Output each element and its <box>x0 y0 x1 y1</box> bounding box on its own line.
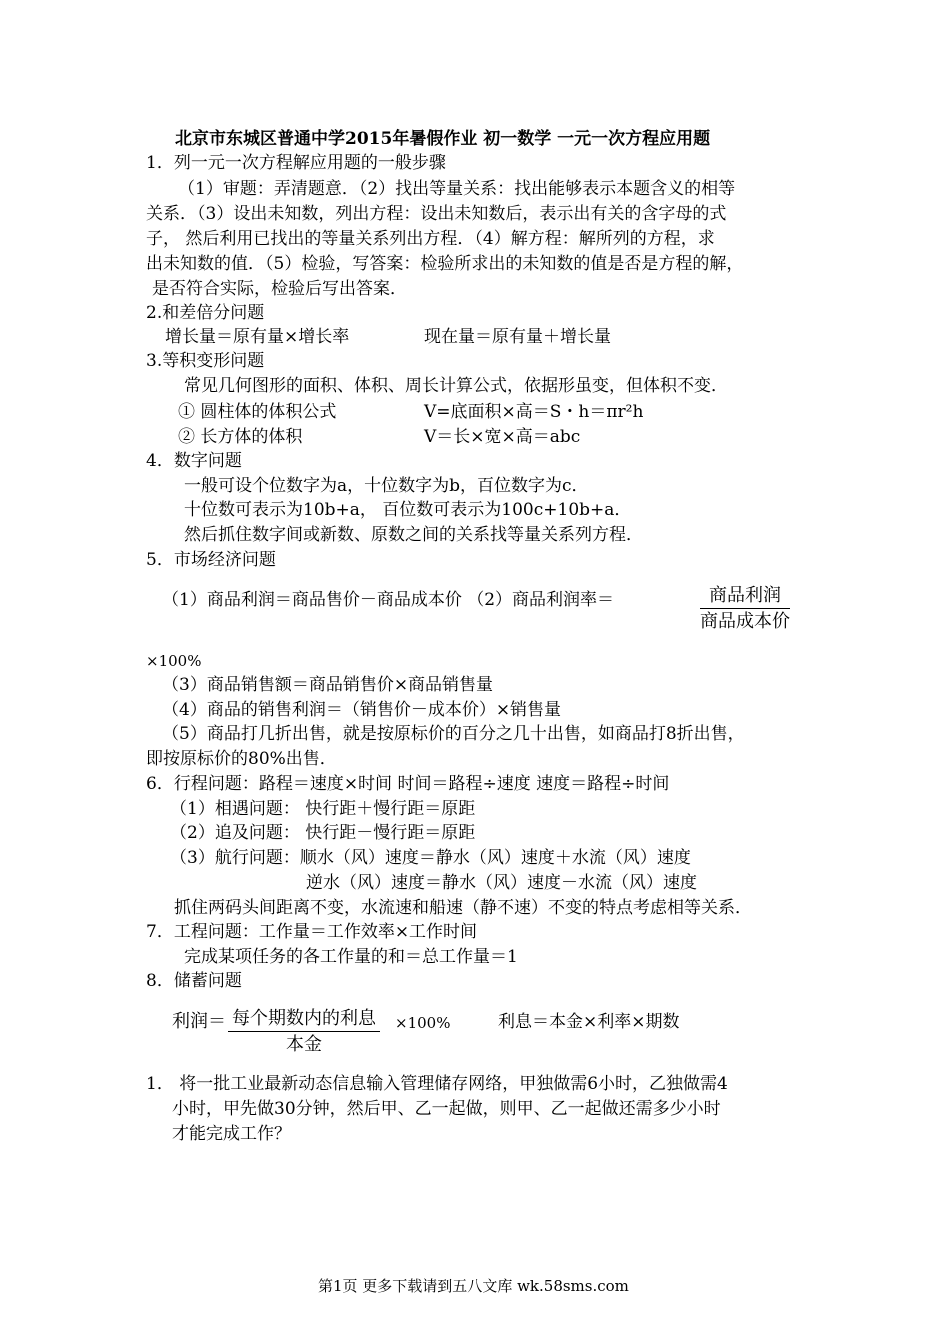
page-title: 北京市东城区普通中学2015年暑假作业 初一数学 一元一次方程应用题 <box>175 129 711 149</box>
section-5-line1: （1）商品利润＝商品售价－商品成本价 （2）商品利润率＝ <box>162 590 615 610</box>
fraction-denominator: 本金 <box>286 1034 322 1055</box>
section-3-intro: 常见几何图形的面积、体积、周长计算公式，依据形虽变，但体积不变． <box>184 376 728 396</box>
section-5-line5a: （5）商品打几折出售，就是按原标价的百分之几十出售，如商品打8折出售， <box>162 724 745 744</box>
section-5-line3: （3）商品销售额＝商品销售价×商品销售量 <box>162 675 494 695</box>
section-2-formula-growth: 增长量＝原有量×增长率 <box>165 327 350 347</box>
section-1-line: 子， 然后利用已找出的等量关系列出方程．（4）解方程：解所列的方程，求 <box>146 229 715 249</box>
section-5-heading: 5．市场经济问题 <box>146 550 276 570</box>
section-2-formula-current: 现在量＝原有量＋增长量 <box>424 327 611 347</box>
section-1-line: 出未知数的值．（5）检验，写答案：检验所求出的未知数的值是否是方程的解， <box>146 254 744 274</box>
section-2-heading: 2.和差倍分问题 <box>146 303 265 323</box>
section-6-heading: 6．行程问题：路程＝速度×时间 时间＝路程÷速度 速度＝路程÷时间 <box>146 774 670 794</box>
section-1-line: （1）审题：弄清题意．（2）找出等量关系：找出能够表示本题含义的相等 <box>178 179 736 199</box>
section-4-line: 一般可设个位数字为a，十位数字为b，百位数字为c． <box>184 476 589 496</box>
section-1-line: 关系．（3）设出未知数，列出方程：设出未知数后，表示出有关的含字母的式 <box>146 204 727 224</box>
fraction-numerator: 商品利润 <box>709 585 781 606</box>
section-4-heading: 4．数字问题 <box>146 451 242 471</box>
problem-1-line: 1． 将一批工业最新动态信息输入管理储存网络，甲独做需6小时，乙独做需4 <box>146 1074 728 1094</box>
section-6-line: 逆水（风）速度＝静水（风）速度－水流（风）速度 <box>306 873 697 893</box>
section-3-item1-label: ① 圆柱体的体积公式 <box>178 402 337 422</box>
section-6-line: （3）航行问题：顺水（风）速度＝静水（风）速度＋水流（风）速度 <box>170 848 691 868</box>
problem-1-line: 小时，甲先做30分钟，然后甲、乙一起做，则甲、乙一起做还需多少小时 <box>172 1099 721 1119</box>
interest-rate-fraction <box>228 1007 380 1058</box>
section-7-heading: 7．工程问题：工作量＝工作效率×工作时间 <box>146 922 478 942</box>
section-1-heading: 1．列一元一次方程解应用题的一般步骤 <box>146 153 446 173</box>
section-1-line: 是否符合实际，检验后写出答案． <box>152 279 407 299</box>
section-6-line: （1）相遇问题： 快行距＋慢行距＝原距 <box>170 799 476 819</box>
section-7-line: 完成某项任务的各工作量的和＝总工作量＝1 <box>184 947 518 967</box>
section-8-heading: 8．储蓄问题 <box>146 971 242 991</box>
section-4-line: 然后抓住数字间或新数、原数之间的关系找等量关系列方程． <box>184 525 643 545</box>
problem-1-line: 才能完成工作？ <box>172 1124 291 1144</box>
page-footer: 第1页 更多下载请到五八文库 wk.58sms.com <box>318 1277 629 1295</box>
section-6-line: 抓住两码头间距离不变，水流速和船速（静不速）不变的特点考虑相等关系． <box>174 898 752 918</box>
section-8-rhs: 利息＝本金×利率×期数 <box>498 1012 680 1032</box>
section-6-line: （2）追及问题： 快行距－慢行距＝原距 <box>170 823 476 843</box>
section-8-percent: ×100% <box>395 1014 451 1032</box>
section-3-item2-label: ② 长方体的体积 <box>178 427 303 447</box>
section-8-lhs: 利润＝ <box>172 1011 226 1032</box>
section-3-heading: 3.等积变形问题 <box>146 351 265 371</box>
section-3-item1-formula: V=底面积×高＝S・h＝πr²h <box>424 402 644 422</box>
section-5-line5b: 即按原标价的80%出售． <box>146 749 337 769</box>
fraction-denominator: 商品成本价 <box>700 611 790 632</box>
section-5-line4: （4）商品的销售利润＝（销售价－成本价）×销售量 <box>162 700 562 720</box>
section-5-percent: ×100% <box>146 652 202 670</box>
section-3-item2-formula: V＝长×宽×高＝abc <box>424 427 581 447</box>
profit-rate-fraction <box>700 584 790 635</box>
section-4-line: 十位数可表示为10b+a， 百位数可表示为100c+10b+a． <box>184 500 632 520</box>
fraction-numerator: 每个期数内的利息 <box>232 1008 376 1029</box>
